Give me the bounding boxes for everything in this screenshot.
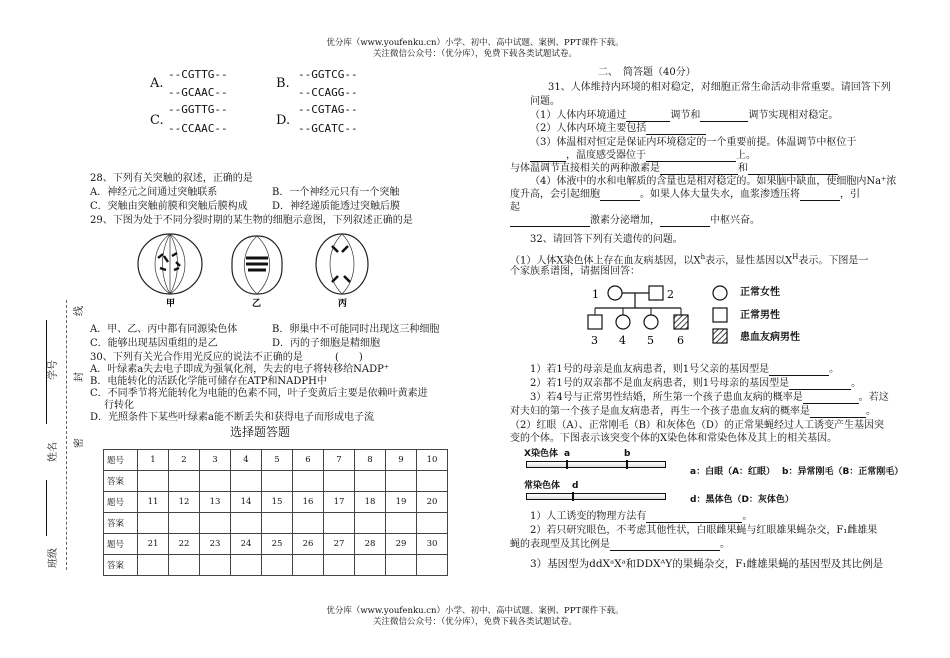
pedigree-male-3 bbox=[588, 315, 602, 329]
q31-line10: 起 bbox=[510, 202, 520, 213]
dna-option-c-bottom: --CCAAC-- bbox=[168, 122, 228, 135]
q-num: 29 bbox=[386, 534, 417, 555]
ans-label: 答案 bbox=[104, 471, 138, 492]
pedigree-chart bbox=[585, 282, 695, 348]
cell-label-jia: 甲 bbox=[166, 299, 176, 309]
answer-cell[interactable] bbox=[262, 471, 293, 492]
q31-l11-part1: 激素分泌增加， bbox=[590, 215, 660, 226]
answer-cell[interactable] bbox=[417, 471, 448, 492]
q31-blank-7[interactable] bbox=[748, 165, 838, 175]
dna-option-b-bottom: --CCAGG-- bbox=[298, 86, 358, 99]
x-chromosome-bar bbox=[526, 461, 666, 468]
pedigree-female-1 bbox=[608, 286, 622, 300]
q-num: 18 bbox=[355, 492, 386, 513]
x-locus-a bbox=[566, 460, 568, 469]
q28-option-a: A．神经元之间通过突触联系 bbox=[90, 187, 218, 198]
q-num: 8 bbox=[355, 450, 386, 471]
q32-s2-text: 2）若1号的双亲都不是血友病患者，则1号母亲的基因型是 bbox=[530, 378, 790, 389]
q31-l9-part2: 。如果人体大量失水，血浆渗透压将 bbox=[640, 189, 800, 200]
answer-cell[interactable] bbox=[169, 513, 200, 534]
q28-option-b: B．一个神经元只有一个突触 bbox=[272, 187, 400, 198]
gene-key-a: a：白眼（A：红眼） bbox=[690, 467, 776, 477]
autosome-locus-d bbox=[572, 492, 574, 501]
q32-t2-line2: 蝇的表现型及其比例是 。 bbox=[510, 539, 730, 550]
table-row bbox=[104, 492, 448, 513]
answer-sheet-table bbox=[103, 449, 448, 576]
legend-female-icon bbox=[713, 286, 727, 300]
q32-s3-text1: 3）若4号与正常男性结婚，所生第一个孩子患血友病的概率是 bbox=[530, 392, 803, 403]
q31-line6 bbox=[530, 150, 756, 162]
q-num: 16 bbox=[293, 492, 324, 513]
seal-feng: 封 bbox=[74, 372, 85, 382]
q-num: 27 bbox=[324, 534, 355, 555]
q32-p2-line2: 变的个体。下图表示该突变个体的X染色体和常染色体及其上的相关基因。 bbox=[510, 433, 838, 444]
x-gene-a: a bbox=[564, 449, 571, 459]
number-label: 学号 bbox=[48, 360, 59, 380]
q-num: 21 bbox=[138, 534, 169, 555]
q31-blank-6[interactable] bbox=[660, 165, 738, 175]
q-num: 22 bbox=[169, 534, 200, 555]
answer-cell[interactable] bbox=[355, 513, 386, 534]
ans-label: 答案 bbox=[104, 513, 138, 534]
q-num: 24 bbox=[231, 534, 262, 555]
q31-l4-text: （2）人体内环境主要包括 bbox=[530, 123, 647, 134]
seal-mi: 密 bbox=[74, 438, 85, 448]
table-row bbox=[104, 450, 448, 471]
gene-key-d: d：黑体色（D：灰体色） bbox=[690, 495, 794, 505]
table-row bbox=[104, 471, 448, 492]
q32-s2: 2）若1号的双亲都不是血友病患者，则1号母亲的基因型是 。 bbox=[530, 378, 862, 389]
answer-cell[interactable] bbox=[200, 513, 231, 534]
autosome-label: 常染色体 bbox=[524, 481, 561, 491]
answer-cell[interactable] bbox=[355, 471, 386, 492]
q32-blank-s3a[interactable] bbox=[803, 394, 859, 404]
legend-female-label: 正常女性 bbox=[740, 287, 780, 298]
q32-blank-t2[interactable] bbox=[610, 541, 720, 551]
q29-option-b: B．卵巢中不可能同时出现这三种细胞 bbox=[272, 324, 440, 335]
cell-bing bbox=[316, 234, 368, 294]
chromosome-figure bbox=[524, 446, 904, 510]
binding-margin bbox=[0, 0, 85, 658]
q32-s3-text3: 对夫妇的第一个孩子是血友病患者，再生一个孩子患血友病的概率是 bbox=[510, 406, 810, 417]
dna-option-b-top: --GGTCG-- bbox=[298, 68, 358, 81]
answer-cell[interactable] bbox=[355, 555, 386, 576]
q31-blank-3[interactable] bbox=[646, 125, 706, 135]
answer-cell[interactable] bbox=[169, 555, 200, 576]
answer-cell[interactable] bbox=[386, 471, 417, 492]
q31-l3-part1: （1）人体内环境通过 bbox=[530, 110, 627, 121]
answer-cell[interactable] bbox=[293, 471, 324, 492]
answer-cell[interactable] bbox=[200, 555, 231, 576]
dna-option-c-letter: C. bbox=[150, 113, 164, 128]
answer-cell[interactable] bbox=[417, 555, 448, 576]
x-chromosome-label: X染色体 bbox=[524, 449, 558, 459]
answer-cell[interactable] bbox=[417, 513, 448, 534]
q32-p1-sup-H: H bbox=[792, 253, 799, 261]
pedigree-num-5: 5 bbox=[647, 334, 654, 347]
q32-blank-t1[interactable] bbox=[646, 513, 742, 523]
q-num: 12 bbox=[169, 492, 200, 513]
pedigree-num-3: 3 bbox=[591, 334, 598, 347]
cell-label-yi: 乙 bbox=[252, 299, 262, 309]
answer-cell[interactable] bbox=[200, 471, 231, 492]
q31-l3-part2: 调节和 bbox=[670, 110, 701, 121]
q-num: 28 bbox=[355, 534, 386, 555]
footer-line-1: 优分库（www.youfenku.cn）小学、初中、高中试题、案例、PPT课件下载。 bbox=[326, 606, 624, 616]
q32-stem: 32、请回答下列有关遗传的问题。 bbox=[530, 234, 683, 245]
q31-line4 bbox=[530, 123, 706, 135]
q32-s1-text: 1）若1号的母亲是血友病患者，则1号父亲的基因型是 bbox=[530, 364, 770, 375]
q31-l6-part1: ，温度感受器位于 bbox=[566, 150, 646, 161]
q31-line7 bbox=[510, 163, 838, 175]
dna-option-d-letter: D. bbox=[276, 113, 291, 128]
seal-dashed-line bbox=[66, 300, 67, 570]
ans-label: 答案 bbox=[104, 555, 138, 576]
answer-cell[interactable] bbox=[293, 513, 324, 534]
q-num: 5 bbox=[262, 450, 293, 471]
cell-division-figure bbox=[120, 228, 390, 310]
answer-cell[interactable] bbox=[262, 513, 293, 534]
class-label: 班级 bbox=[48, 548, 59, 568]
q-num: 20 bbox=[417, 492, 448, 513]
q29-option-a: A．甲、乙、丙中都有同源染色体 bbox=[90, 324, 238, 335]
legend-male-icon bbox=[713, 308, 727, 322]
q31-blank-8[interactable] bbox=[600, 191, 640, 201]
q31-blank-9[interactable] bbox=[800, 191, 840, 201]
dna-option-d-top: --CGTAG-- bbox=[298, 103, 358, 116]
q31-l11-part2: 中枢兴奋。 bbox=[710, 215, 760, 226]
answer-cell[interactable] bbox=[386, 555, 417, 576]
q31-line2: 问题。 bbox=[530, 96, 560, 107]
q-num: 6 bbox=[293, 450, 324, 471]
q-num: 7 bbox=[324, 450, 355, 471]
q32-t1-text: 1）人工诱变的物理方法有 bbox=[530, 511, 647, 522]
q-num: 17 bbox=[324, 492, 355, 513]
answer-cell[interactable] bbox=[324, 513, 355, 534]
dna-option-a-bottom: --GCAAC-- bbox=[168, 86, 228, 99]
q-num: 23 bbox=[200, 534, 231, 555]
q32-p1-text3: 表示。下图是一 bbox=[798, 255, 869, 267]
gene-key-b: b：异常刚毛（B：正常刚毛） bbox=[782, 467, 904, 477]
q-num: 13 bbox=[200, 492, 231, 513]
q31-blank-10[interactable] bbox=[510, 217, 590, 227]
q32-t2-text: 蝇的表现型及其比例是 bbox=[510, 539, 610, 550]
q28-stem: 28、下列有关突触的叙述，正确的是 bbox=[90, 173, 253, 184]
legend-male-label: 正常男性 bbox=[740, 310, 780, 321]
autosome-bar bbox=[526, 493, 666, 500]
pedigree-num-6: 6 bbox=[677, 334, 684, 347]
q28-option-c: C．突触由突触前膜和突触后膜构成 bbox=[90, 201, 248, 212]
q32-blank-s3b[interactable] bbox=[810, 408, 866, 418]
footer-line-2: 关注微信公众号：（优分库），免费下载各类试题试卷。 bbox=[372, 617, 577, 627]
q31-l7-part2: 和 bbox=[738, 163, 748, 174]
q32-s1: 1）若1号的母亲是血友病患者，则1号父亲的基因型是 。 bbox=[530, 364, 840, 375]
q32-t2-line1: 2）若只研究眼色，不考虑其他性状，白眼雌果蝇与红眼雄果蝇杂交，F₁雌雄果 bbox=[530, 525, 878, 536]
q31-line3 bbox=[530, 110, 838, 122]
q31-blank-2[interactable] bbox=[700, 112, 748, 122]
q30-option-c-line2: 行转化 bbox=[104, 400, 134, 411]
q-num: 2 bbox=[169, 450, 200, 471]
answer-cell[interactable] bbox=[262, 555, 293, 576]
q31-blank-4[interactable] bbox=[530, 152, 566, 162]
pedigree-num-2: 2 bbox=[667, 288, 674, 301]
answer-cell[interactable] bbox=[138, 471, 169, 492]
cell-jia bbox=[138, 234, 202, 294]
q-num: 9 bbox=[386, 450, 417, 471]
answer-cell[interactable] bbox=[138, 513, 169, 534]
answer-cell[interactable] bbox=[386, 513, 417, 534]
q30-option-b: B．电能转化的活跃化学能可储存在ATP和NADPH中 bbox=[90, 376, 327, 387]
q30-option-a: A．叶绿素a失去电子即成为强氧化剂，失去的电子将转移给NADP⁺ bbox=[90, 364, 390, 375]
q31-l9-part1: 度升高，会引起细胞 bbox=[510, 189, 600, 200]
q31-line11 bbox=[510, 215, 760, 227]
q-num: 30 bbox=[417, 534, 448, 555]
q-num: 3 bbox=[200, 450, 231, 471]
seal-xian: 线 bbox=[74, 306, 85, 316]
table-row bbox=[104, 513, 448, 534]
legend-affected-label: 患血友病男性 bbox=[740, 332, 800, 343]
num-label: 题号 bbox=[104, 534, 138, 555]
q-num: 10 bbox=[417, 450, 448, 471]
q31-l6-part2: 上。 bbox=[736, 150, 756, 161]
answer-cell[interactable] bbox=[293, 555, 324, 576]
q31-line5: （3）体温相对恒定是保证内环境稳定的一个重要前提。体温调节中枢位于 bbox=[530, 137, 857, 148]
cell-yi bbox=[232, 236, 282, 294]
pedigree-female-4 bbox=[616, 315, 630, 329]
answer-cell[interactable] bbox=[324, 471, 355, 492]
q32-s3-line1: 3）若4号与正常男性结婚，所生第一个孩子患血友病的概率是 。若这 bbox=[530, 392, 889, 403]
q31-blank-1[interactable] bbox=[626, 112, 670, 122]
legend-affected-icon bbox=[713, 329, 727, 343]
autosome-gene-d: d bbox=[572, 481, 579, 491]
q31-l7-part1: 与体温调节直接相关的两种激素是 bbox=[510, 163, 660, 174]
dna-option-c-top: --GGTTG-- bbox=[168, 103, 228, 116]
section2-title: 二、 简答题（40分） bbox=[598, 67, 696, 78]
q32-p1-sup-h: h bbox=[700, 253, 706, 261]
num-label: 题号 bbox=[104, 492, 138, 513]
q-num: 26 bbox=[293, 534, 324, 555]
cell-label-bing: 丙 bbox=[338, 299, 348, 309]
q30-stem: 30、下列有关光合作用光反应的说法不正确的是 bbox=[90, 352, 303, 363]
dna-option-a-top: --CGTTG-- bbox=[168, 68, 228, 81]
q31-blank-11[interactable] bbox=[660, 217, 710, 227]
q-num: 1 bbox=[138, 450, 169, 471]
answer-cell[interactable] bbox=[231, 555, 262, 576]
q31-line1: 31、人体维持内环境的相对稳定，对细胞正常生命活动非常重要。请回答下列 bbox=[548, 82, 891, 93]
q31-blank-5[interactable] bbox=[646, 152, 736, 162]
q30-paren: ( ) bbox=[335, 352, 363, 363]
q32-p1-line2: 个家族系谱图，请据图回答： bbox=[510, 266, 640, 277]
dna-option-a-letter: A. bbox=[150, 76, 164, 91]
q32-p1-text1: （1）人体X染色体上存在血友病基因，以X bbox=[510, 255, 701, 267]
answer-cell[interactable] bbox=[231, 513, 262, 534]
q-num: 19 bbox=[386, 492, 417, 513]
dna-option-b-letter: B. bbox=[276, 76, 290, 91]
pedigree-affected-male-6 bbox=[674, 315, 688, 329]
q32-blank-s2[interactable] bbox=[789, 380, 851, 390]
q-num: 4 bbox=[231, 450, 262, 471]
pedigree-male-2 bbox=[649, 286, 663, 300]
name-label: 姓名 bbox=[48, 442, 59, 462]
q31-l3-part3: 调节实现相对稳定。 bbox=[748, 110, 839, 121]
header-line-1: 优分库（www.youfenku.cn）小学、初中、高中试题、案例、PPT课件下载。 bbox=[326, 38, 624, 48]
q29-option-d: D．丙的子细胞是精细胞 bbox=[272, 338, 381, 349]
q29-option-c: C．能够出现基因重组的是乙 bbox=[90, 338, 218, 349]
table-row bbox=[104, 534, 448, 555]
num-label: 题号 bbox=[104, 450, 138, 471]
q30-option-c-line1: C．不同季节将光能转化为电能的色素不同，叶子变黄后主要是依赖叶黄素进 bbox=[90, 388, 428, 399]
q-num: 11 bbox=[138, 492, 169, 513]
q32-blank-s1[interactable] bbox=[769, 366, 829, 376]
pedigree-female-5 bbox=[644, 315, 658, 329]
answer-sheet-title: 选择题答题 bbox=[230, 425, 291, 439]
class-blank-line bbox=[46, 480, 47, 536]
q32-p2-line1: （2）红眼（A）、正常刚毛（B）和灰体色（D）的正常果蝇经过人工诱变产生基因突 bbox=[510, 420, 884, 431]
header-line-2: 关注微信公众号：（优分库），免费下载各类试题试卷。 bbox=[372, 49, 577, 59]
q32-t3: 3）基因型为ddXᵃXᵃ和DDXᴬY的果蝇杂交，F₁雌雄果蝇的基因型及其比例是 bbox=[530, 558, 884, 570]
dna-option-d-bottom: --GCATC-- bbox=[298, 122, 358, 135]
q32-s3-text2: 若这 bbox=[868, 392, 889, 403]
q32-p1-line1 bbox=[510, 251, 868, 267]
q32-p1-text2: 表示，显性基因以X bbox=[705, 255, 793, 267]
q31-line9 bbox=[510, 189, 860, 201]
q-num: 14 bbox=[231, 492, 262, 513]
pedigree-num-1: 1 bbox=[592, 288, 599, 301]
q28-option-d: D．神经递质能透过突触后膜 bbox=[272, 201, 401, 212]
answer-cell[interactable] bbox=[138, 555, 169, 576]
q32-t1: 1）人工诱变的物理方法有 。 bbox=[530, 511, 753, 522]
q32-s3-line2: 对夫妇的第一个孩子是血友病患者，再生一个孩子患血友病的概率是 。 bbox=[510, 406, 876, 417]
answer-cell[interactable] bbox=[231, 471, 262, 492]
table-row bbox=[104, 555, 448, 576]
q31-line8: （4）体液中的水和电解质的含量也是相对稳定的。如果脑中缺血，使细胞内Na⁺浓 bbox=[530, 176, 897, 187]
q30-option-d: D．光照条件下某些叶绿素a能不断丢失和获得电子而形成电子流 bbox=[90, 412, 374, 423]
q29-stem: 29、下图为处于不同分裂时期的某生物的细胞示意图，下列叙述正确的是 bbox=[90, 215, 413, 226]
q-num: 15 bbox=[262, 492, 293, 513]
x-gene-b: b bbox=[624, 449, 631, 459]
answer-cell[interactable] bbox=[324, 555, 355, 576]
pedigree-legend-symbols bbox=[712, 284, 730, 348]
answer-cell[interactable] bbox=[169, 471, 200, 492]
x-locus-b bbox=[626, 460, 628, 469]
q-num: 25 bbox=[262, 534, 293, 555]
pedigree-num-4: 4 bbox=[619, 334, 626, 347]
q31-l9-part3: ，引 bbox=[840, 189, 860, 200]
